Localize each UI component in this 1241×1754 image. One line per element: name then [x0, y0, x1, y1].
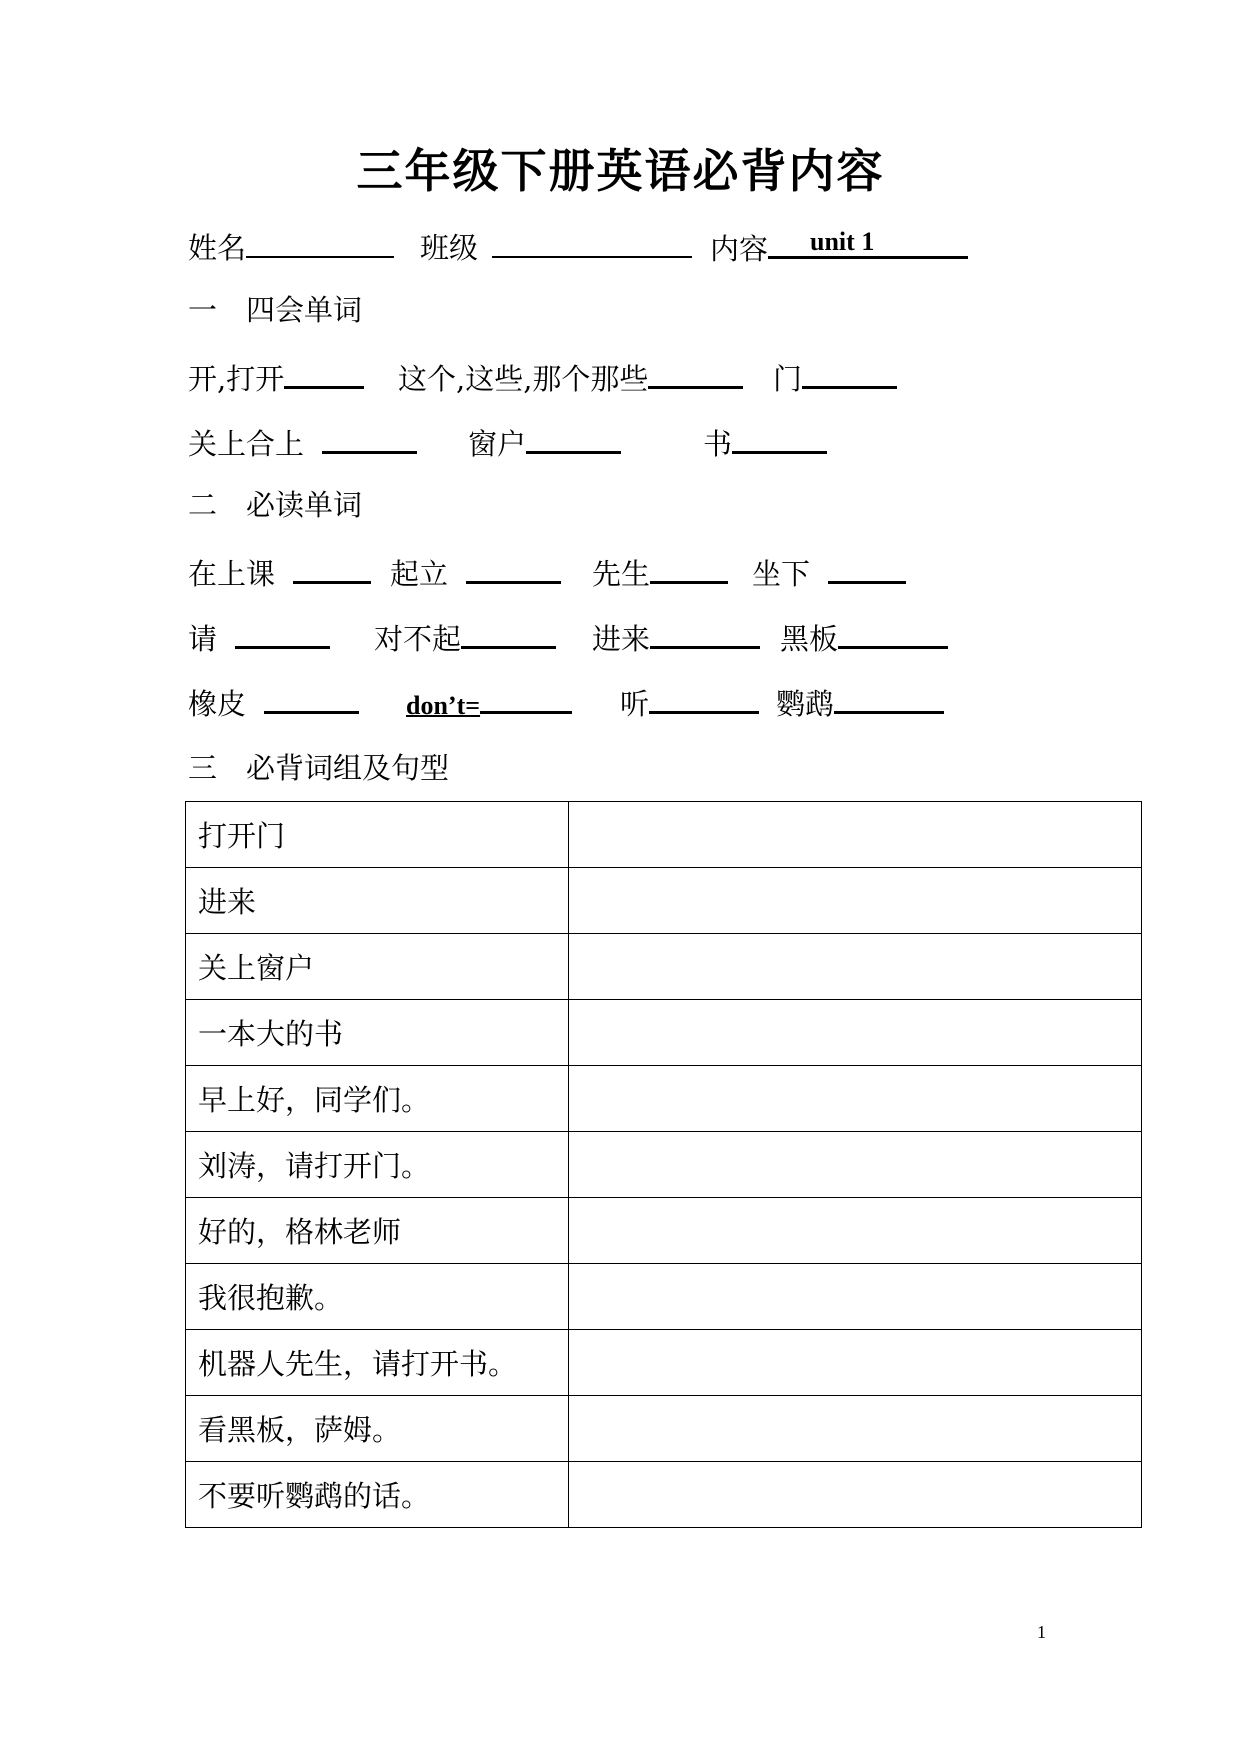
word-item — [374, 616, 556, 659]
word-prompt: 在上课 — [188, 557, 276, 591]
name-label: 姓名 — [188, 231, 247, 265]
word-item — [468, 421, 621, 464]
phrase-table — [185, 801, 1142, 1528]
word-item — [780, 616, 948, 659]
answer-blank[interactable] — [235, 616, 330, 649]
phrase-cell: 刘涛，请打开门。 — [186, 1132, 569, 1198]
word-item — [620, 681, 759, 724]
word-prompt: 对不起 — [374, 622, 462, 656]
section3-number: 三 — [188, 751, 218, 785]
phrase-cell: 关上窗户 — [186, 934, 569, 1000]
name-field — [188, 226, 394, 268]
page-number: 1 — [1037, 1622, 1046, 1642]
answer-blank[interactable] — [526, 421, 621, 454]
answer-cell[interactable] — [569, 868, 1142, 934]
word-prompt: 黑板 — [780, 622, 839, 656]
word-item — [752, 551, 906, 594]
answer-blank[interactable] — [461, 616, 556, 649]
phrase-cell: 好的，格林老师 — [186, 1198, 569, 1264]
name-blank[interactable] — [246, 226, 394, 258]
answer-blank[interactable] — [828, 551, 906, 584]
word-item — [776, 681, 944, 724]
answer-cell[interactable] — [569, 802, 1142, 868]
word-item — [592, 551, 728, 594]
answer-cell[interactable] — [569, 1330, 1142, 1396]
word-prompt: 鹦鹉 — [776, 687, 835, 721]
word-item — [592, 616, 760, 659]
class-label: 班级 — [420, 231, 479, 265]
word-item — [188, 681, 359, 724]
answer-blank[interactable] — [802, 356, 897, 389]
answer-blank[interactable] — [284, 356, 364, 389]
word-item — [188, 551, 371, 594]
answer-cell[interactable] — [569, 1000, 1142, 1066]
class-field — [420, 226, 692, 268]
word-prompt: 开,打开 — [188, 362, 285, 396]
answer-cell[interactable] — [569, 1396, 1142, 1462]
section2-number: 二 — [188, 488, 218, 522]
table-row — [186, 1330, 1142, 1396]
table-row — [186, 1132, 1142, 1198]
word-prompt: don’t= — [406, 691, 481, 720]
answer-blank[interactable] — [732, 421, 827, 454]
answer-cell[interactable] — [569, 1132, 1142, 1198]
word-prompt: 听 — [620, 687, 650, 721]
section1-number: 一 — [188, 293, 218, 327]
table-row — [186, 934, 1142, 1000]
word-prompt: 橡皮 — [188, 687, 247, 721]
word-item — [406, 681, 572, 726]
section3-title: 必背词组及句型 — [246, 751, 450, 785]
phrase-cell: 我很抱歉。 — [186, 1264, 569, 1330]
word-prompt: 起立 — [390, 557, 449, 591]
word-item — [398, 356, 743, 399]
answer-blank[interactable] — [650, 551, 728, 584]
answer-cell[interactable] — [569, 1066, 1142, 1132]
word-prompt: 门 — [773, 362, 803, 396]
phrase-cell: 机器人先生，请打开书。 — [186, 1330, 569, 1396]
phrase-cell: 不要听鹦鹉的话。 — [186, 1462, 569, 1528]
word-item — [188, 421, 417, 464]
content-field — [710, 226, 968, 269]
section1-title: 四会单词 — [246, 293, 363, 327]
table-row — [186, 1066, 1142, 1132]
answer-cell[interactable] — [569, 1462, 1142, 1528]
table-row — [186, 1462, 1142, 1528]
content-blank — [768, 226, 968, 259]
table-row — [186, 1198, 1142, 1264]
word-item — [390, 551, 561, 594]
word-item — [188, 356, 364, 399]
word-prompt: 先生 — [592, 557, 651, 591]
table-row — [186, 1264, 1142, 1330]
word-item — [188, 616, 330, 659]
word-prompt: 关上合上 — [188, 427, 305, 461]
answer-cell[interactable] — [569, 1264, 1142, 1330]
phrase-cell: 看黑板，萨姆。 — [186, 1396, 569, 1462]
answer-cell[interactable] — [569, 1198, 1142, 1264]
phrase-cell: 早上好，同学们。 — [186, 1066, 569, 1132]
answer-cell[interactable] — [569, 934, 1142, 1000]
content-label: 内容 — [710, 232, 769, 266]
phrase-cell: 一本大的书 — [186, 1000, 569, 1066]
answer-blank[interactable] — [834, 681, 944, 714]
word-prompt: 书 — [703, 427, 733, 461]
table-row — [186, 868, 1142, 934]
table-row — [186, 802, 1142, 868]
answer-blank[interactable] — [264, 681, 359, 714]
table-row — [186, 1000, 1142, 1066]
answer-blank[interactable] — [648, 356, 743, 389]
content-value: unit 1 — [810, 227, 875, 256]
answer-blank[interactable] — [322, 421, 417, 454]
section3-heading — [188, 748, 449, 788]
table-row — [186, 1396, 1142, 1462]
page-title: 三年级下册英语必背内容 — [356, 144, 885, 198]
word-prompt: 请 — [188, 622, 218, 656]
class-blank[interactable] — [492, 226, 692, 258]
answer-blank[interactable] — [650, 616, 760, 649]
answer-blank[interactable] — [480, 681, 572, 714]
answer-blank[interactable] — [838, 616, 948, 649]
phrase-cell: 进来 — [186, 868, 569, 934]
phrase-cell: 打开门 — [186, 802, 569, 868]
word-prompt: 这个,这些,那个那些 — [398, 362, 649, 396]
word-prompt: 坐下 — [752, 557, 811, 591]
word-prompt: 窗户 — [468, 427, 527, 461]
answer-blank[interactable] — [293, 551, 371, 584]
answer-blank[interactable] — [649, 681, 759, 714]
section2-title: 必读单词 — [246, 488, 363, 522]
word-prompt: 进来 — [592, 622, 651, 656]
section2-heading — [188, 485, 362, 525]
section1-heading — [188, 290, 362, 330]
word-item — [773, 356, 897, 399]
answer-blank[interactable] — [466, 551, 561, 584]
word-item — [703, 421, 827, 464]
